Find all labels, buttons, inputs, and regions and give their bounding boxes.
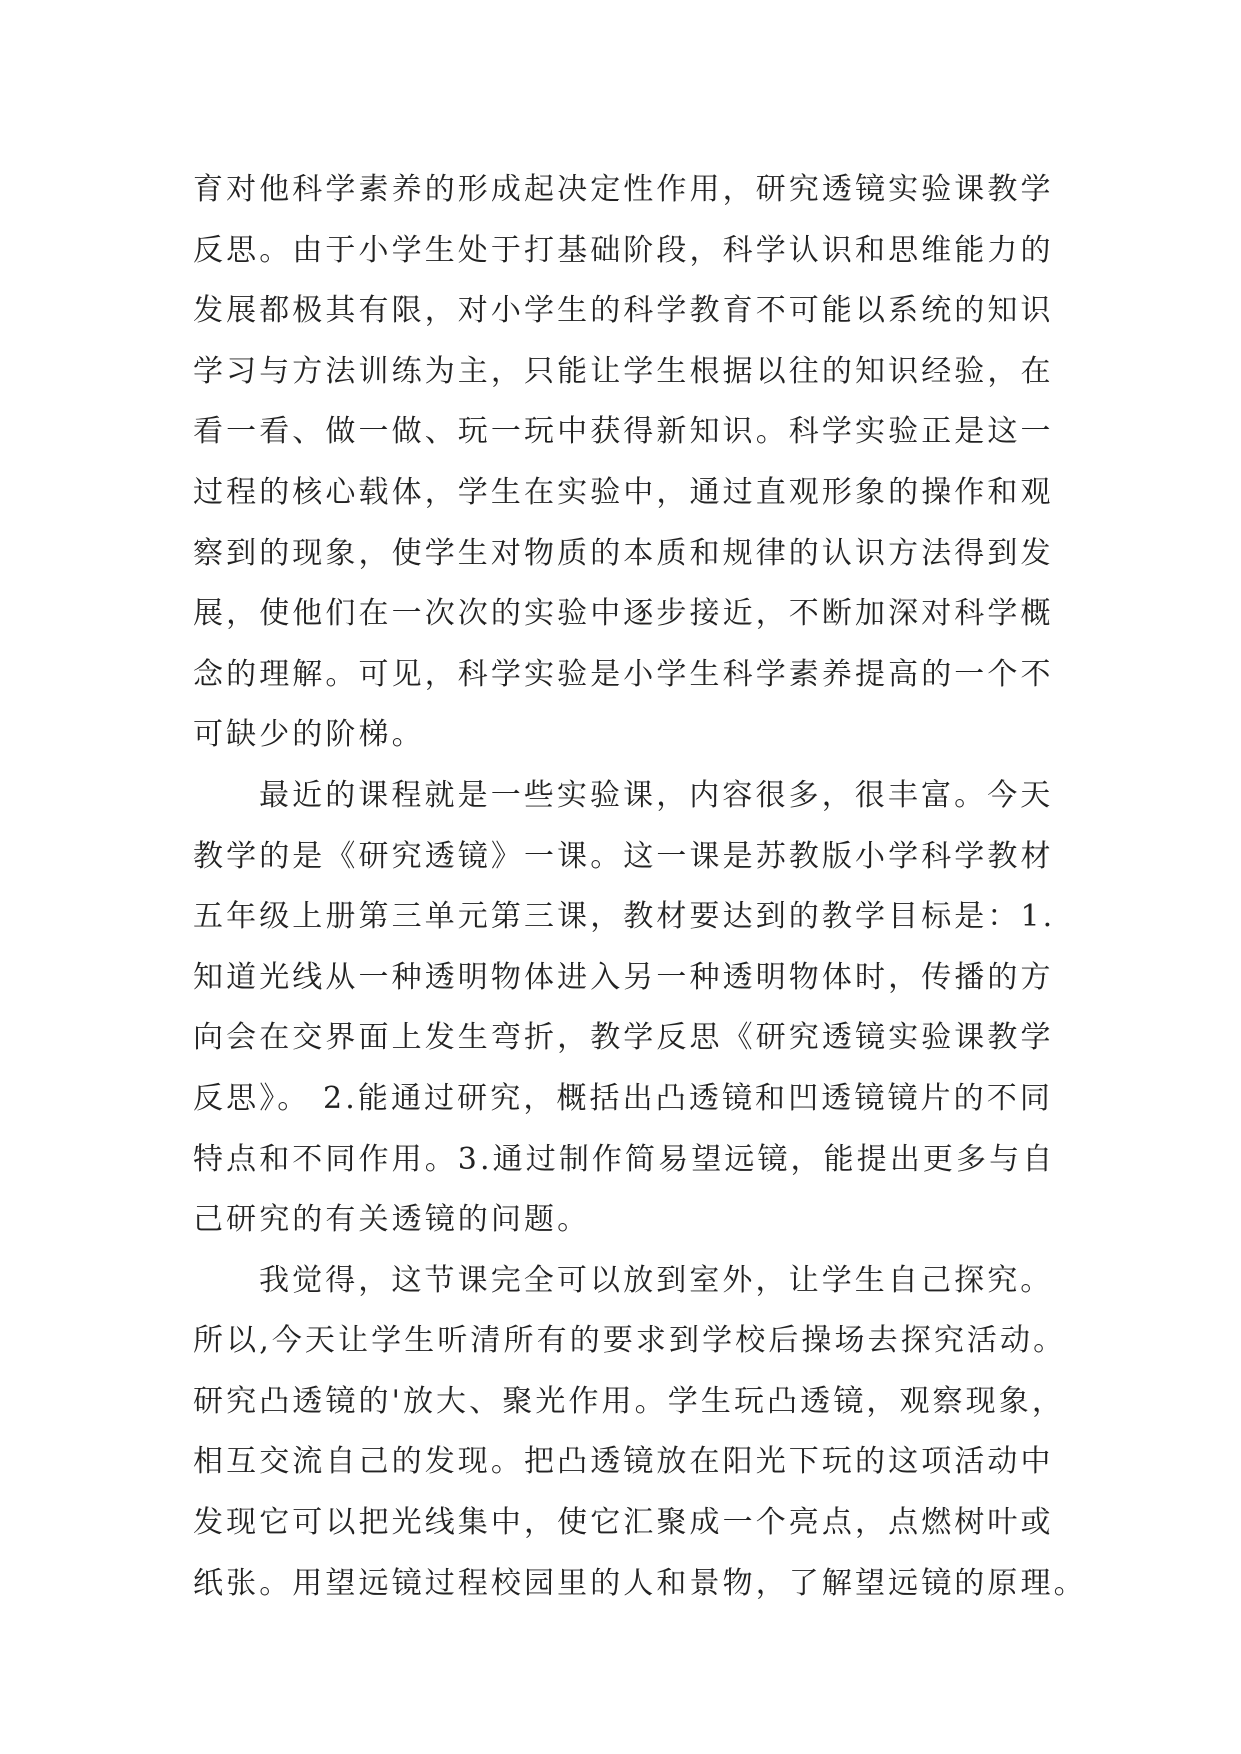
paragraph-3 bbox=[193, 1251, 1087, 1615]
text-line: 过程的核心载体，学生在实验中，通过直观形象的操作和观 bbox=[193, 474, 1054, 510]
text-line: 可缺少的阶梯。 bbox=[193, 717, 425, 753]
text-line: 反思》。 2.能通过研究，概括出凸透镜和凹透镜镜片的不同 bbox=[193, 1080, 1053, 1116]
text-line: 五年级上册第三单元第三课，教材要达到的教学目标是：1. bbox=[193, 899, 1056, 935]
text-line: 育对他科学素养的形成起决定性作用，研究透镜实验课教学 bbox=[193, 172, 1054, 207]
text-line: 向会在交界面上发生弯折，教学反思《研究透镜实验课教学 bbox=[193, 1020, 1054, 1056]
text-line: 相互交流自己的发现。把凸透镜放在阳光下玩的这项活动中 bbox=[193, 1444, 1054, 1480]
text-line: 学习与方法训练为主，只能让学生根据以往的知识经验，在 bbox=[193, 353, 1054, 389]
text-line: 教学的是《研究透镜》一课。这一课是苏教版小学科学教材 bbox=[193, 838, 1054, 874]
body-text bbox=[193, 160, 1087, 1614]
text-line: 研究凸透镜的'放大、聚光作用。学生玩凸透镜，观察现象， bbox=[193, 1383, 1065, 1419]
text-line: 察到的现象，使学生对物质的本质和规律的认识方法得到发 bbox=[193, 535, 1054, 571]
text-line: 发展都极其有限，对小学生的科学教育不可能以系统的知识 bbox=[193, 293, 1054, 329]
text-line: 纸张。用望远镜过程校园里的人和景物，了解望远镜的原理。 bbox=[193, 1565, 1087, 1601]
text-line: 最近的课程就是一些实验课，内容很多，很丰富。今天 bbox=[259, 777, 1054, 813]
text-line: 特点和不同作用。3.通过制作简易望远镜，能提出更多与自 bbox=[193, 1141, 1056, 1177]
text-line: 反思。由于小学生处于打基础阶段，科学认识和思维能力的 bbox=[193, 232, 1054, 268]
text-line: 所以,今天让学生听清所有的要求到学校后操场去探究活动。 bbox=[193, 1323, 1067, 1359]
text-line: 发现它可以把光线集中，使它汇聚成一个亮点，点燃树叶或 bbox=[193, 1505, 1054, 1541]
text-line: 看一看、做一做、玩一玩中获得新知识。科学实验正是这一 bbox=[193, 414, 1054, 450]
text-line: 知道光线从一种透明物体进入另一种透明物体时，传播的方 bbox=[193, 959, 1054, 995]
text-line: 展，使他们在一次次的实验中逐步接近，不断加深对科学概 bbox=[193, 596, 1054, 632]
text-line: 念的理解。可见，科学实验是小学生科学素养提高的一个不 bbox=[193, 656, 1054, 692]
text-line: 我觉得，这节课完全可以放到室外，让学生自己探究。 bbox=[259, 1262, 1054, 1298]
text-line: 己研究的有关透镜的问题。 bbox=[193, 1202, 591, 1238]
paragraph-1 bbox=[193, 160, 1054, 766]
paragraph-2 bbox=[193, 766, 1056, 1251]
